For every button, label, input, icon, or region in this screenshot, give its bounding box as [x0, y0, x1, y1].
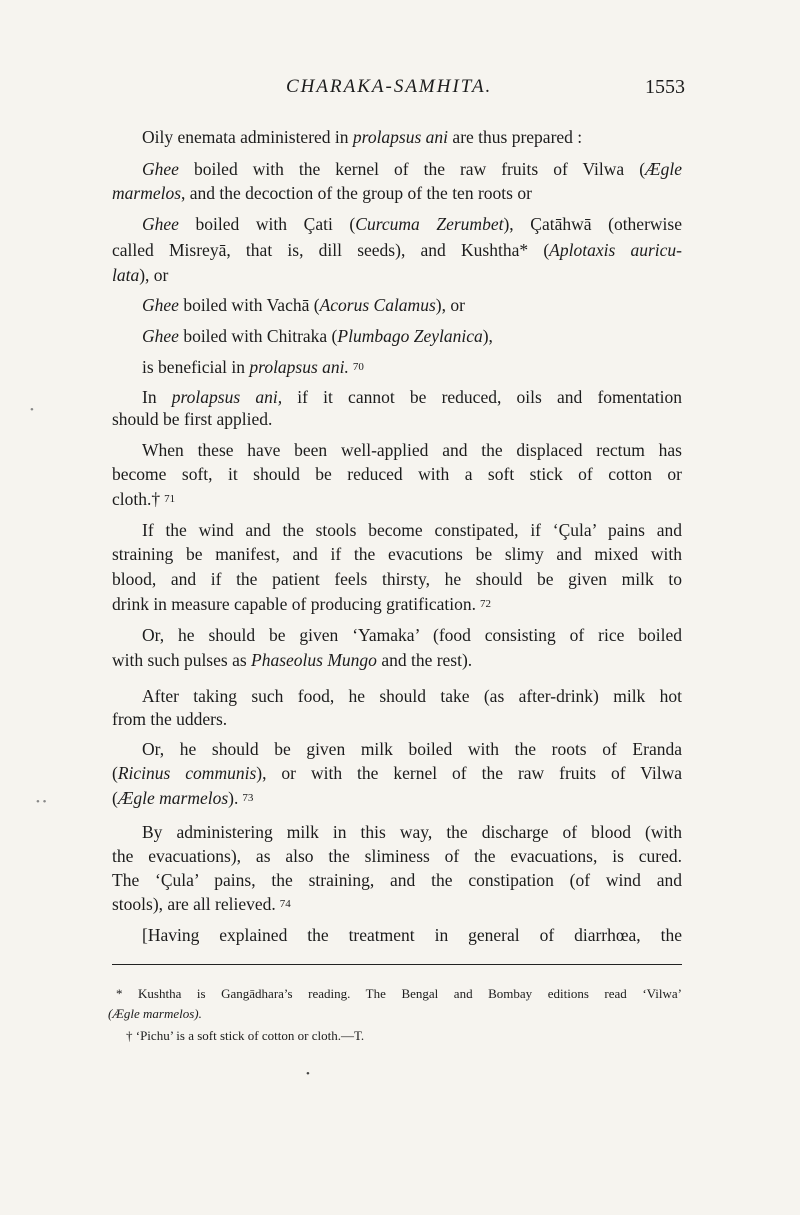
text-line: drink in measure capable of producing gratification. $^{72}$: [112, 594, 491, 614]
verse-number: 72: [479, 598, 491, 610]
text-line: the evacuations), as also the sliminess of the evacuations, is cured.: [112, 846, 682, 866]
text-line: (Ricinus communis), or with the kernel of the raw fruits of Vilwa: [112, 763, 682, 783]
text-line: Ghee boiled with Vachā (Acorus Calamus), or: [142, 295, 465, 315]
text-line: After taking such food, he should take (as after-drink) milk hot: [142, 686, 682, 706]
footnote-kushtha: * Kushtha is Gangādhara’s reading. The Bengal and Bombay editions read ‘Vilwa’: [116, 986, 682, 1001]
text-line: blood, and if the patient feels thirsty, he should be given milk to: [112, 569, 682, 589]
text-line: with such pulses as Phaseolus Mungo and the rest).: [112, 650, 473, 670]
text-line: Oily enemata administered in prolapsus ani are thus prepared :: [142, 127, 583, 147]
text-line: marmelos, and the decoction of the group of the ten roots or: [112, 183, 532, 203]
text-line: straining be manifest, and if the evacutions be slimy and mixed with: [112, 544, 682, 564]
text-line: from the udders.: [112, 709, 228, 729]
text-line: Ghee boiled with Çati (Curcuma Zerumbet), Çatāhwā (otherwise: [142, 214, 682, 234]
text-line: [Having explained the treatment in general of diarrhœa, the: [142, 925, 682, 945]
verse-number: 71: [164, 493, 176, 505]
running-header: [0, 76, 800, 106]
margin-mark: •: [30, 404, 34, 416]
text-line: Or, he should be given ‘Yamaka’ (food consisting of rice boiled: [142, 625, 682, 645]
verse-number: 73: [242, 792, 254, 804]
text-line: become soft, it should be reduced with a soft stick of cotton or: [112, 464, 682, 484]
text-line: Or, he should be given milk boiled with the roots of Eranda: [142, 739, 682, 759]
text-line: Ghee boiled with Chitraka (Plumbago Zeylanica),: [142, 326, 493, 346]
footnote-divider: [112, 964, 682, 965]
footnote-pichu: † ‘Pichu’ is a soft stick of cotton or cloth.—T.: [126, 1028, 365, 1043]
margin-mark: • •: [36, 796, 47, 808]
text-line: When these have been well-applied and the displaced rectum has: [142, 440, 682, 460]
text-line: stools), are all relieved. $^{74}$: [112, 894, 291, 914]
text-line: cloth.† $^{71}$: [112, 489, 176, 509]
text-line: lata), or: [112, 265, 169, 285]
text-line: In prolapsus ani, if it cannot be reduced, oils and fomentation: [142, 387, 683, 407]
text-line: If the wind and the stools become constipated, if ‘Çula’ pains and: [142, 520, 682, 540]
text-line: called Misreyā, that is, dill seeds), and Kushtha* (Aplotaxis auricu-: [112, 240, 682, 260]
text-line: is beneficial in prolapsus ani. $^{70}$: [142, 357, 364, 377]
verse-number: 74: [279, 898, 291, 910]
page-speck: •: [306, 1068, 310, 1080]
footnote-continuation: (Ægle marmelos).: [108, 1006, 202, 1021]
text-line: should be first applied.: [112, 409, 273, 429]
text-line: By administering milk in this way, the discharge of blood (with: [142, 822, 682, 842]
text-line: The ‘Çula’ pains, the straining, and the constipation (of wind and: [112, 870, 682, 890]
text-line: (Ægle marmelos). $^{73}$: [112, 788, 254, 808]
text-line: Ghee boiled with the kernel of the raw fruits of Vilwa (Ægle: [142, 159, 682, 179]
page-number: 1553: [645, 76, 685, 98]
running-title: CHARAKA-SAMHITA.: [286, 76, 493, 97]
verse-number: 70: [352, 361, 364, 373]
